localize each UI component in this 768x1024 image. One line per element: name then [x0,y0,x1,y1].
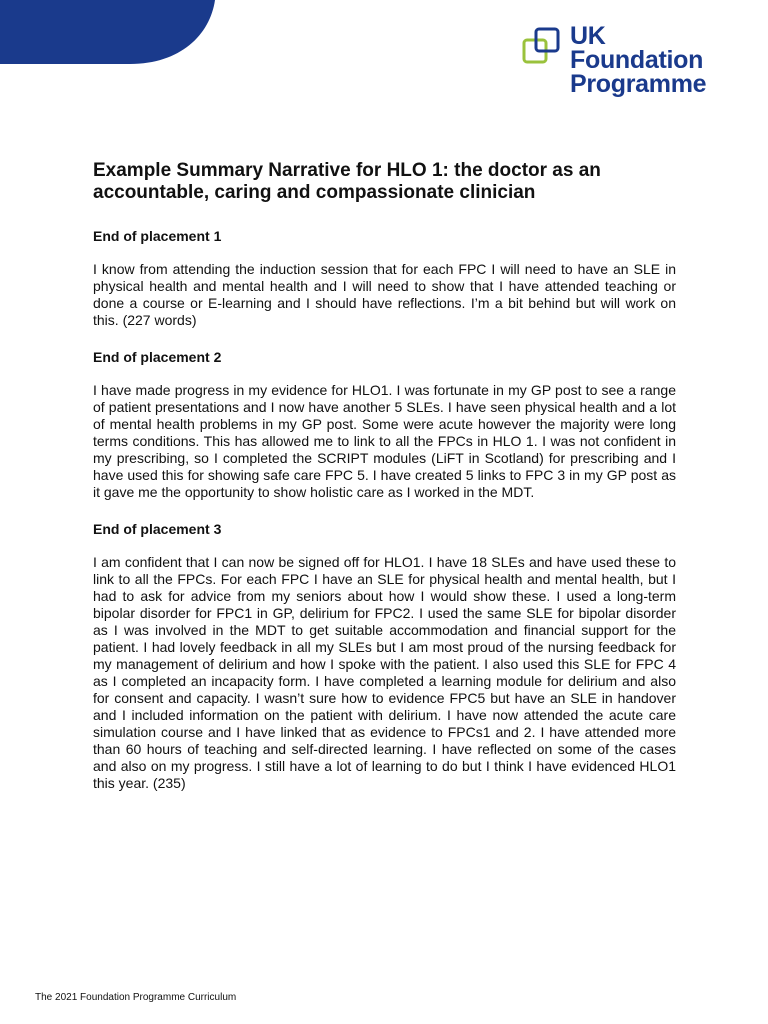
uk-foundation-programme-logo [522,24,752,104]
section-body: I know from attending the induction session that for each FPC I will need to have an SLE in physical health and mental health and I will need to show that I have attended teaching or done a course or E-learning and I should have reflections. I’m a bit behind but will work on this. (227 words) [93,261,676,328]
section-body: I have made progress in my evidence for HLO1. I was fortunate in my GP post to see a range of patient presentations and I now have another 5 SLEs. I have seen physical health and a lot of mental health problems in my GP post. Some were acute however the majority were long terms conditions. This has allowed me to link to all the FPCs in HLO 1. I was not confident in my prescribing, so I completed the SCRIPT modules (LiFT in Scotland) for prescribing and I have used this for showing safe care FPC 5. I have created 5 links to FPC 3 in my GP post as it gave me the opportunity to show holistic care as I worked in the MDT. [93,382,676,500]
corner-decoration [0,0,220,64]
document-title: Example Summary Narrative for HLO 1: the doctor as an accountable, caring and compassionate clinician [93,160,601,203]
section-heading: End of placement 3 [93,521,222,537]
logo-line-foundation: Foundation [570,46,704,74]
section-placement-1 [93,228,676,329]
section-heading: End of placement 1 [93,228,222,244]
logo-squares-icon [522,26,566,70]
document-content [93,160,676,812]
section-placement-2 [93,349,676,501]
logo-line-programme: Programme [570,70,707,98]
page-footer: The 2021 Foundation Programme Curriculum [35,992,237,1003]
section-placement-3 [93,521,676,792]
section-heading: End of placement 2 [93,349,222,365]
logo-wordmark [570,24,706,96]
logo-line-uk: UK [570,22,606,50]
section-body: I am confident that I can now be signed off for HLO1. I have 18 SLEs and have used these to link to all the FPCs. For each FPC I have an SLE for physical health and mental health, but I had to ask for advice from my seniors about how I would show these. I used a long-term bipolar disorder for FPC1 in GP, delirium for FPC2. I used the same SLE for bipolar disorder as I was involved in the MDT to get suitable accommodation and financial support for the patient. I had lovely feedback in all my SLEs but I am most proud of the nursing feedback for my management of delirium and how I spoke with the patient. I also used this SLE for FPC 4 as I completed an incapacity form. I have completed a learning module for delirium and also for consent and capacity. I wasn’t sure how to evidence FPC5 but have an SLE in handover and I included information on the patient with delirium. I have now attended the acute care simulation course and I have linked that as evidence to FPCs1 and 2. I have attended more than 60 hours of teaching and self-directed learning. I have reflected on some of the cases and also on my progress. I still have a lot of learning to do but I think I have evidenced HLO1 this year. (235) [93,554,676,791]
